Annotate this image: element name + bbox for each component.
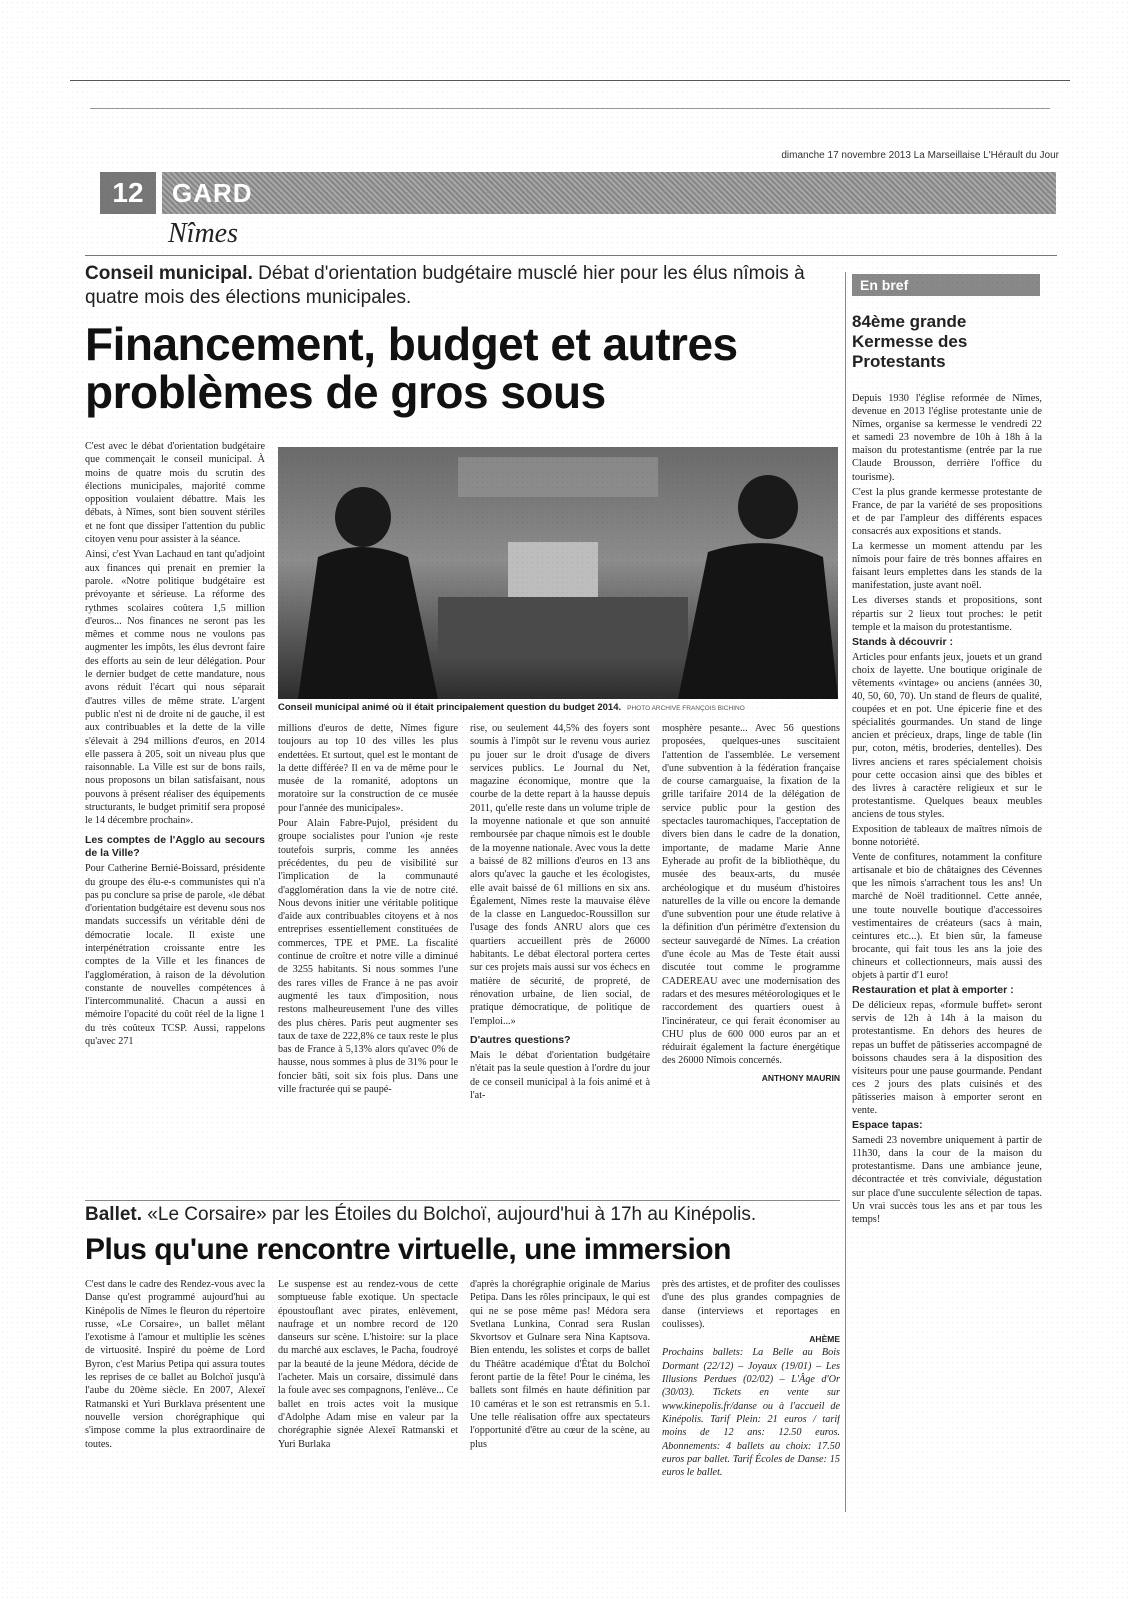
- paragraph: Mais le débat d'orientation budgétaire n'était pas la seule question à l'ordre du jour de ce conseil municipal à la fois animé et à l'at-: [470, 1050, 650, 1102]
- ballet-column-1: [85, 1278, 265, 1513]
- page-number: 12: [100, 172, 156, 214]
- paragraph: La kermesse un moment attendu par les nîmois pour faire de très bonnes affaires en faisant leurs emplettes dans les stands de la manifestation, juste avant noël.: [852, 541, 1042, 592]
- council-photo: [278, 447, 838, 699]
- article-divider: [85, 1200, 840, 1201]
- section-subtitle: Nîmes: [168, 218, 238, 249]
- article-kicker: [85, 262, 835, 310]
- paragraph: d'après la chorégraphie originale de Marius Petipa. Dans les rôles principaux, le qui est qui ne se pose même pas! Médora sera Svetlana Lunkina, Conrad sera Ruslan Skvortsov et Gulnare sera Nina Kaptsova. Bien entendu, les solistes et corps de ballet du Théâtre académique d'État du Bolchoï feront partie de la fête! Pour le cinéma, les ballets sont filmés en haute définition par 10 caméras et le son est retransmis en 5.1. Une telle réalisation offre aux spectateurs l'opportunité d'être au cœur de la scène, au plus: [470, 1279, 650, 1450]
- paragraph: Samedi 23 novembre uniquement à partir de 11h30, dans la cour de la maison du protestantisme. Dans une ambiance jeune, décontractée et très conviviale, dégustation sur place d'une succulente sélection de tapas. Un vrai succès tous les ans et par tous les temps!: [852, 1135, 1042, 1225]
- author-signature: AHÈME: [809, 1334, 840, 1345]
- ballet-headline: Plus qu'une rencontre virtuelle, une immersion: [85, 1233, 731, 1266]
- caption-text: Conseil municipal animé où il était principalement question du budget 2014.: [278, 702, 622, 713]
- paragraph: Pour Catherine Bernié-Boissard, présidente du groupe des élu-e-s communistes qui n'a pas pu conclure sa prise de parole, «le débat d'orientation budgétaire est devenu sous nos mandats successifs un véritable déni de démocratie locale. Il existe une interpénétration croissante entre les comptes de la Ville et les finances de l'agglomération, à raison de la dévolution constante de nouvelles compétences à l'intercommunalité. Chacun a aussi en mémoire l'opacité du coût réel de la ligne 1 du très coûteux TCSP. Aussi, rappelons qu'avec 271: [85, 863, 265, 1048]
- kicker-text: «Le Corsaire» par les Étoiles du Bolchoï, aujourd'hui à 17h au Kinépolis.: [142, 1204, 757, 1225]
- brief-body: [852, 392, 1042, 1512]
- kicker-text: Débat d'orientation budgétaire musclé hier pour les élus nîmois à quatre mois des élections municipales.: [85, 263, 805, 308]
- subheading: Espace tapas:: [852, 1119, 923, 1132]
- paragraph: Les diverses stands et propositions, sont répartis sur 2 lieux tout proches: le petit temple et la maison du protestantisme.: [852, 595, 1042, 633]
- paragraph: près des artistes, et de profiter des coulisses d'une des plus grandes compagnies de danse (interviews et reportages en coulisses).: [662, 1279, 840, 1330]
- section-title: GARD: [172, 178, 253, 208]
- paragraph: Pour Alain Fabre-Pujol, président du groupe socialistes pour l'union «je reste toutefois surpris, comme les années précédentes, du peu de visibilité sur l'implication de la communauté d'agglomération dans la vie de notre cité. Nous devons initier une véritable politique d'aide aux contribuables citoyens et à nos entreprises essentiellement constituées de commerces, TPE et PME. La fiscalité continue de croître et notre ville a diminué de 3255 habitants. Si nous sommes l'une des rares villes de France à ne pas avoir augmenté les taux d'imposition, nous restons malheureusement l'une des villes des plus chères. Paris peut augmenter ses taux de taxe de 222,8% ce taux reste le plus bas de France à 5,13% alors qu'avec 0% de hausse, nous sommes à plus de 31% pour le foncier bâti, soit six fois plus. Dans une ville fracturée qui se paupé-: [278, 818, 458, 1096]
- top-rule: [70, 80, 1070, 81]
- section-banner: [162, 172, 1056, 214]
- paragraph: rise, ou seulement 44,5% des foyers sont soumis à l'impôt sur le revenu vous auriez pu jouer sur le droit d'usage de divers services publics. Le Journal du Net, magazine économique, montre que la courbe de la dette repart à la hausse depuis 2011, qu'elle reste dans un volume triple de la moyenne nationale et que son annuité remboursée par chaque nîmois est le double de la moyenne nationale. Avec vous la dette a baissé de 82 millions d'euros en 13 ans alors qu'avec la gauche et les écologistes, elle avait baissé de 61 millions en six ans. Également, Nîmes reste la mauvaise élève de la classe en Languedoc-Roussillon sur l'usage des fonds ANRU alors que ces quartiers accueillent près de 26000 habitants. Le débat électoral portera certes sur ces projets mais aussi sur vos échecs en matière de sécurité, de propreté, de rénovation urbaine, de lien social, de pratique démocratique, de politique de l'emploi...»: [470, 723, 650, 1027]
- subheading: D'autres questions?: [470, 1033, 571, 1046]
- article-column-2: [278, 722, 458, 1197]
- ballet-column-2: [278, 1278, 458, 1513]
- paragraph: C'est la plus grande kermesse protestante de France, de par la variété de ses propositions et de par l'ampleur des différents espaces consacrés aux expositions et stands.: [852, 486, 1042, 537]
- ballet-kicker: [85, 1203, 840, 1227]
- paragraph: Prochains ballets: La Belle au Bois Dormant (22/12) – Joyaux (19/01) – Les Illusions Perdues (02/02) – L'Âge d'Or (30/03). Tickets en vente sur www.kinepolis.fr/danse ou à l'accueil de Kinépolis. Tarif Plein: 21 euros / tarif moins de 12 ans: 12.50 euros. Abonnements: 4 ballets au choix: 17.50 euros par ballet. Tarif Écoles de Danse: 15 euros le ballet.: [662, 1347, 840, 1479]
- subheading: Les comptes de l'Agglo au secours de la Ville?: [85, 833, 265, 859]
- kicker-label: Ballet.: [85, 1204, 143, 1225]
- author-signature: ANTHONY MAURIN: [761, 1072, 840, 1083]
- paragraph: Ainsi, c'est Yvan Lachaud en tant qu'adjoint aux finances qui prenait en premier la parole. «Notre politique budgétaire est prévoyante et sérieuse. La réforme des rythmes scolaires coûtera 1,5 million d'euros... Nos finances ne seront pas les mêmes et comme nous ne voulons pas augmenter les impôts, les élus devront faire des efforts au sein de leur délégation. Pour le dernier budget de cette mandature, nous avons réduit l'écart qui nous séparait d'autres villes de même strate. L'argent public n'est ni de droite ni de gauche, il est aux contribuables et la dette de la ville s'élevait à 294 millions d'euros, en 2014 elle passera à 205, soit un niveau plus que raisonnable. La Ville est sur de bons rails, nous proposons un bilan satisfaisant, nous pouvons à présent réaliser des équipements structurants, le budget primitif sera proposé le 14 décembre prochain».: [85, 549, 265, 827]
- council-photo-image: [278, 447, 838, 699]
- dateline: dimanche 17 novembre 2013 La Marseillaise L'Hérault du Jour: [781, 150, 1059, 161]
- photo-caption: [278, 702, 838, 713]
- header-rule: [85, 255, 1057, 256]
- paragraph: Exposition de tableaux de maîtres nîmois de bonne notoriété.: [852, 824, 1042, 849]
- paragraph: Articles pour enfants jeux, jouets et un grand choix de layette. Une boutique originale de vêtements «vintage» ou anciens (années 30, 40, 50, 60, 70). Un stand de fleurs de qualité, coupées et en pot. Une épicerie fine et des spécialités gourmandes. Un stand de linge ancien et précieux, draps, linge de table (lin pur, coton, métis, broderies, dentelles). Des livres anciens et rares spécialement choisis pour cette occasion ainsi que des bibles et des livres à caractère religieux et sur le protestantisme. Quelques beaux meubles anciens de tous styles.: [852, 651, 1042, 820]
- article-column-4: [662, 722, 840, 1197]
- brief-title: 84ème grande Kermesse des Protestants: [852, 312, 968, 371]
- paragraph: millions d'euros de dette, Nîmes figure toujours au top 10 des villes les plus endettées. Et surtout, quel est le montant de la dette différée? Il en va de même pour le musée de la romanité, adoptons un moratoire sur la construction de ce musée pour l'année des municipales».: [278, 723, 458, 814]
- ballet-column-4: [662, 1278, 840, 1513]
- paragraph: C'est avec le débat d'orientation budgétaire que commençait le conseil municipal. À moins de quatre mois du scrutin des élections municipales, majorité comme opposition voulaient débattre. Mais les débats, à Nîmes, sont bien souvent stériles et ne font que dissiper l'attention du public citoyen venu pour assister à la séance.: [85, 441, 265, 546]
- subheading: Stands à découvrir :: [852, 635, 953, 648]
- paragraph: Depuis 1930 l'église reformée de Nîmes, devenue en 2013 l'église protestante unie de Nîmes, organise sa kermesse le vendredi 22 et samedi 23 novembre de 10h à 18h à la maison du protestantisme (entrée par la rue Claude Brousson, derrière l'office du tourisme).: [852, 393, 1042, 483]
- article-column-3: [470, 722, 650, 1197]
- article-headline: Financement, budget et autres problèmes de gros sous: [85, 318, 738, 418]
- ballet-column-3: [470, 1278, 650, 1513]
- kicker-label: Conseil municipal.: [85, 263, 253, 284]
- subheading: Restauration et plat à emporter :: [852, 984, 1014, 997]
- paragraph: De délicieux repas, «formule buffet» seront servis de 12h à 14h à la maison du protestantisme. En dehors des heures de repas un buffet de pâtisseries accompagné de boissons chaudes sera à la disposition des visiteurs pour une pause gourmande. Pendant ces 2 jours des plats cuisinés et des pâtisseries maison à emporter seront en vente.: [852, 1000, 1042, 1116]
- photo-credit: PHOTO ARCHIVE FRANÇOIS BICHINO: [627, 705, 745, 712]
- sidebar-divider: [845, 272, 846, 1512]
- article-column-1: [85, 440, 265, 1195]
- paragraph: mosphère pesante... Avec 56 questions proposées, quelques-unes suscitaient l'attention de l'assemblée. Le versement d'une subvention à la fédération française de course camarguaise, la fixation de la grille tarifaire 2014 de la délégation de service public pour la gestion des spectacles tauromachiques, l'acceptation de divers bien dans le cadre de la donation, importante, de madame Marie Anne Eyherade au profit de la bibliothèque, du musée des beaux-arts, du musée archéologique et du muséum d'histoires naturelles de la ville ou encore la demande d'une subvention pour une étude relative à la définition d'un périmètre d'extension du secteur sauvegardé de Nîmes. La création d'une école au Mas de Teste était aussi discutée tout comme le programme CADEREAU avec une modernisation des radars et des mesures météorologiques et le raccordement des quartiers ouest à l'incinérateur, ce qui ferait économiser au CHU plus de 600 000 euros par an et réduirait également la facture énergétique des 26000 Nîmois concernés.: [662, 723, 840, 1067]
- paragraph: Vente de confitures, notamment la confiture artisanale et bio de châtaignes des Cévennes que les nîmois s'arrachent tous les ans! Un marché de Noël traditionnel. Cette année, une toute nouvelle boutique d'accessoires vestimentaires de créateurs (sacs à main, ceintures etc...). Et bien sûr, la fameuse brocante, qui fait tous les ans la joie des chineurs et collectionneurs, mais aussi des objets à partir d'1 euro!: [852, 852, 1042, 982]
- brief-label: En bref: [852, 274, 1040, 296]
- paragraph: C'est dans le cadre des Rendez-vous avec la Danse qu'est programmé aujourd'hui au Kinépolis de Nîmes le fleuron du répertoire russe, «Le Corsaire», un ballet mêlant l'exotisme à l'amour et multiplie les scènes de virtuosité. Inspiré du poème de Lord Byron, c'est Marius Petipa qui assura toutes les reprises de ce ballet au Bolchoï jusqu'à l'aube du 20ème siècle. En 2007, Alexeï Ratmanski et Yuri Burklava présentent une nouvelle version chorégraphique qui s'impose comme la plus extraordinaire de toutes.: [85, 1279, 265, 1450]
- paragraph: Le suspense est au rendez-vous de cette somptueuse fable exotique. Un spectacle époustouflant avec pirates, enlèvement, naufrage et un nombre record de 120 danseurs sur scène. L'histoire: sur la place du marché aux esclaves, le Pacha, foudroyé par la beauté de la jeune Médora, décide de l'acheter. Mais un corsaire, dissimulé dans la foule avec ses compagnons, l'enlève... Ce ballet en trois actes voit la musique d'Adolphe Adam mise en valeur par la chorégraphie signée Alexeï Ratmanski et Yuri Burlaka: [278, 1279, 458, 1450]
- top-rule-2: [90, 108, 1050, 109]
